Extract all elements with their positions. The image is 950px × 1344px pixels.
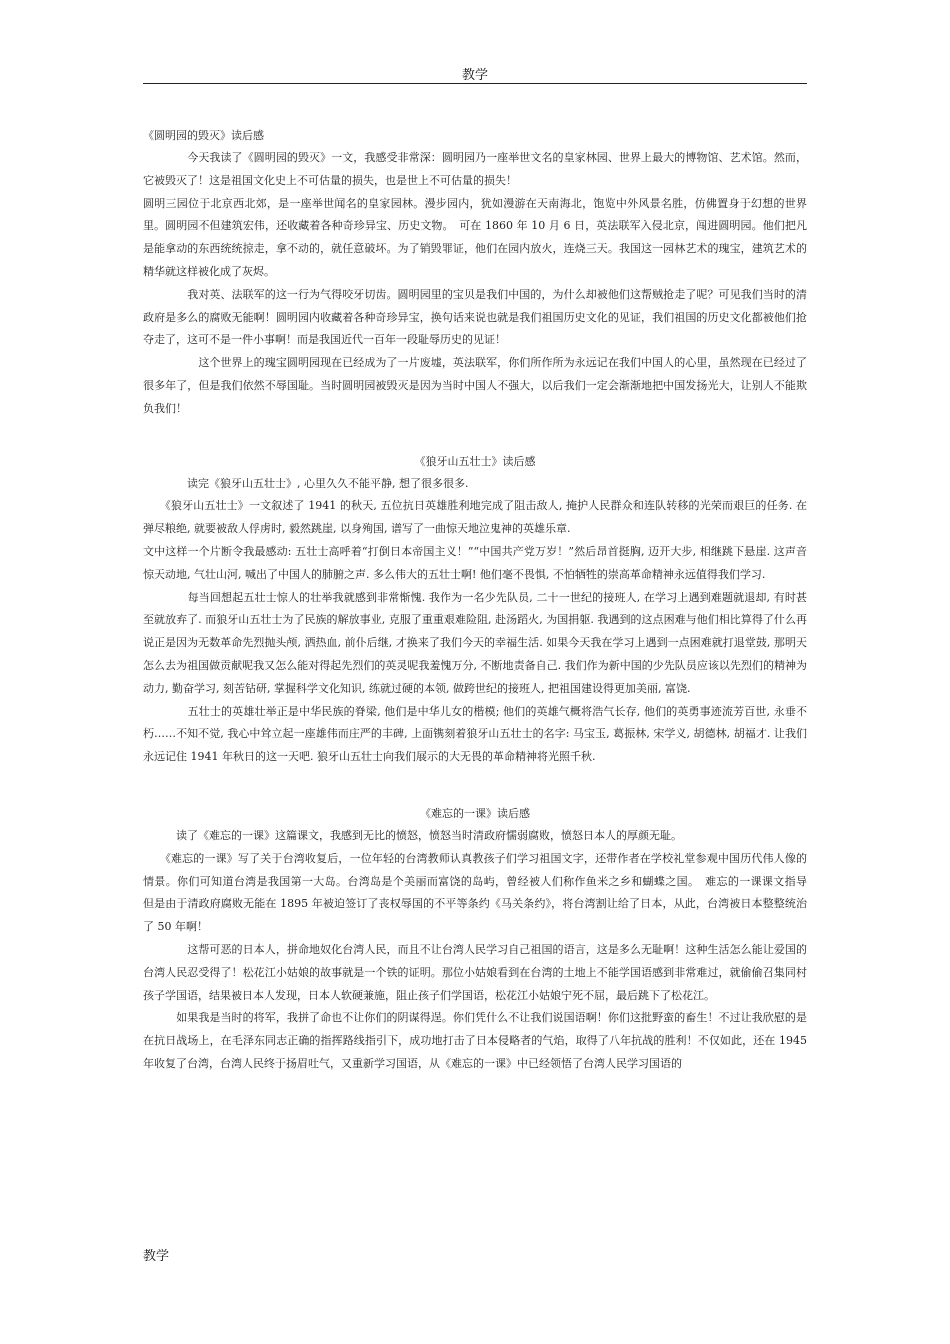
header-divider: [143, 83, 807, 84]
page-footer-text: 教学: [143, 1249, 170, 1264]
essay-paragraph: 这个世界上的瑰宝圆明园现在已经成为了一片废墟，英法联军，你们所作所为永远记在我们中国人的心里，虽然现在已经过了很多年了，但是我们依然不辱国耻。当时圆明园被毁灭是因为当时中国人不强大，以后我们一定会渐渐地把中国发扬光大，让别人不能欺负我们！: [143, 356, 807, 415]
essay-paragraph: 今天我读了《圆明园的毁灭》一文，我感受非常深：圆明园乃一座举世文名的皇家林园、世界上最大的博物馆、艺术馆。然而，它被毁灭了！这是祖国文化史上不可估量的损失，也是世上不可估量的损失！: [143, 151, 807, 187]
essay-yuanmingyuan: [143, 125, 807, 421]
essay-paragraph: 每当回想起五壮士惊人的壮举我就感到非常惭愧. 我作为一名少先队员, 二十一世纪的接班人, 在学习上遇到难题就退却, 有时甚至就放弃了. 而狼牙山五壮士为了民族的解放事业, 克服了重重艰难险阻, 赴汤蹈火, 为国捐躯. 我遇到的这点困难与他们相比算得了什么再说正是因为无数革命先烈抛头颅, 洒热血, 前仆后继, 才换来了我们今天的幸福生活. 如果今天我在学习上遇到一点困难就打退堂鼓, 那明天怎么去为祖国做贡献呢我又怎么能对得起先烈们的英灵呢我羞愧万分, 不断地责备自己. 我们作为新中国的少先队员应该以先烈们的精神为动力, 勤奋学习, 刻苦钻研, 掌握科学文化知识, 练就过硬的本领, 做跨世纪的接班人, 把祖国建设得更加美丽, 富饶.: [143, 590, 807, 695]
essay-paragraph: 我对英、法联军的这一行为气得咬牙切齿。圆明园里的宝贝是我们中国的，为什么却被他们这帮贼抢走了呢？可见我们当时的清政府是多么的腐败无能啊！圆明园内收藏着各种奇珍异宝，换句话来说也就是我们祖国历史文化的见证，我们祖国的历史文化都被他们抢夺走了，这可不是一件小事啊！而是我国近代一百年一段耻辱历史的见证！: [143, 287, 807, 347]
essay-paragraph: 《难忘的一课》写了关于台湾收复后，一位年轻的台湾教师认真教孩子们学习祖国文字，还带作者在学校礼堂参观中国历代伟人像的情景。你们可知道台湾是我国第一大岛。台湾岛是个美丽而富饶的岛屿，曾经被人们称作鱼米之乡和蝴蝶之国。 难忘的一课课文指导 但是由于清政府腐败无能在 1895 年被迫签订了丧权辱国的不平等条约《马关条约》，将台湾割让给了日本，从此，台湾被日本整整统治了 50 年啊！: [143, 851, 818, 934]
essay-paragraph: 《狼牙山五壮士》一文叙述了 1941 的秋天, 五位抗日英雄胜利地完成了阻击敌人, 掩护人民群众和连队转移的光荣而艰巨的任务. 在弹尽粮绝, 就要被敌人俘虏时, 毅然跳崖, 以身殉国, 谱写了一曲惊天地泣鬼神的英雄乐章.: [143, 499, 807, 536]
essay-title: 《难忘的一课》读后感: [420, 806, 530, 820]
essay-paragraph: 圆明三园位于北京西北郊，是一座举世闻名的皇家园林。漫步园内，犹如漫游在天南海北，饱览中外风景名胜，仿佛置身于幻想的世界里。圆明园不但建筑宏伟，还收藏着各种奇珍异宝、历史文物。 可在 1860 年 10 月 6 日，英法联军入侵北京，闯进圆明园。他们把凡是能拿动的东西统统掠走，拿不动的，就任意破坏。为了销毁罪证，他们在园内放火，连烧三天。我国这一园林艺术的瑰宝，建筑艺术的精华就这样被化成了灰烬。: [143, 196, 807, 278]
essay-nanwang-yike: [143, 803, 818, 1076]
essay-title: 《圆明园的毁灭》读后感: [143, 129, 264, 142]
essay-paragraph: 五壮士的英雄壮举正是中华民族的脊梁, 他们是中华儿女的楷模; 他们的英雄气概将浩气长存, 他们的英勇事迹流芳百世, 永垂不朽……不知不觉, 我心中耸立起一座雄伟而庄严的丰碑, 上面镌刻着狼牙山五壮士的名字: 马宝玉, 葛振林, 宋学义, 胡德林, 胡福才. 让我们永远记住 1941 年秋日的这一天吧. 狼牙山五壮士向我们展示的大无畏的革命精神将光照千秋.: [143, 704, 807, 764]
essay-paragraph: 读了《难忘的一课》这篇课文，我感到无比的愤怒，愤怒当时清政府懦弱腐败，愤怒日本人的厚颜无耻。: [143, 828, 682, 842]
document-body: [143, 125, 818, 1076]
essay-paragraph: 读完《狼牙山五壮士》, 心里久久不能平静, 想了很多很多.: [143, 476, 469, 490]
essay-paragraph: 如果我是当时的将军，我拼了命也不让你们的阴谋得逞。你们凭什么不让我们说国语啊！你们这批野蛮的畜生！不过让我欣慰的是在抗日战场上，在毛泽东同志正确的指挥路线指引下，成功地打击了日本侵略者的气焰，取得了八年抗战的胜利！不仅如此，还在 1945 年收复了台湾，台湾人民终于扬眉吐气，又重新学习国语，从《难忘的一课》中已经领悟了台湾人民学习国语的: [143, 1011, 807, 1070]
page-header-title: 教学: [461, 68, 488, 83]
essay-paragraph: 文中这样一个片断令我最感动: 五壮士高呼着“打倒日本帝国主义！”“中国共产党万岁！”然后昂首挺胸, 迈开大步, 相继跳下悬崖. 这声音惊天动地, 气壮山河, 喊出了中国人的肺腑之声. 多么伟大的五壮士啊! 他们毫不畏惧, 不怕牺牲的崇高革命精神永远值得我们学习.: [143, 544, 807, 581]
essay-title: 《狼牙山五壮士》读后感: [414, 454, 536, 468]
essay-paragraph: 这帮可恶的日本人，拼命地奴化台湾人民，而且不让台湾人民学习自己祖国的语言，这是多么无耻啊！这种生活怎么能让爱国的台湾人民忍受得了！松花江小姑娘的故事就是一个铁的证明。那位小姑娘看到在台湾的土地上不能学国语感到非常难过，就偷偷召集同村孩子学国语，结果被日本人发现，日本人软硬兼施，阻止孩子们学国语，松花江小姑娘宁死不屈，最后跳下了松花江。: [143, 942, 807, 1002]
essay-langyashan: [143, 451, 807, 769]
